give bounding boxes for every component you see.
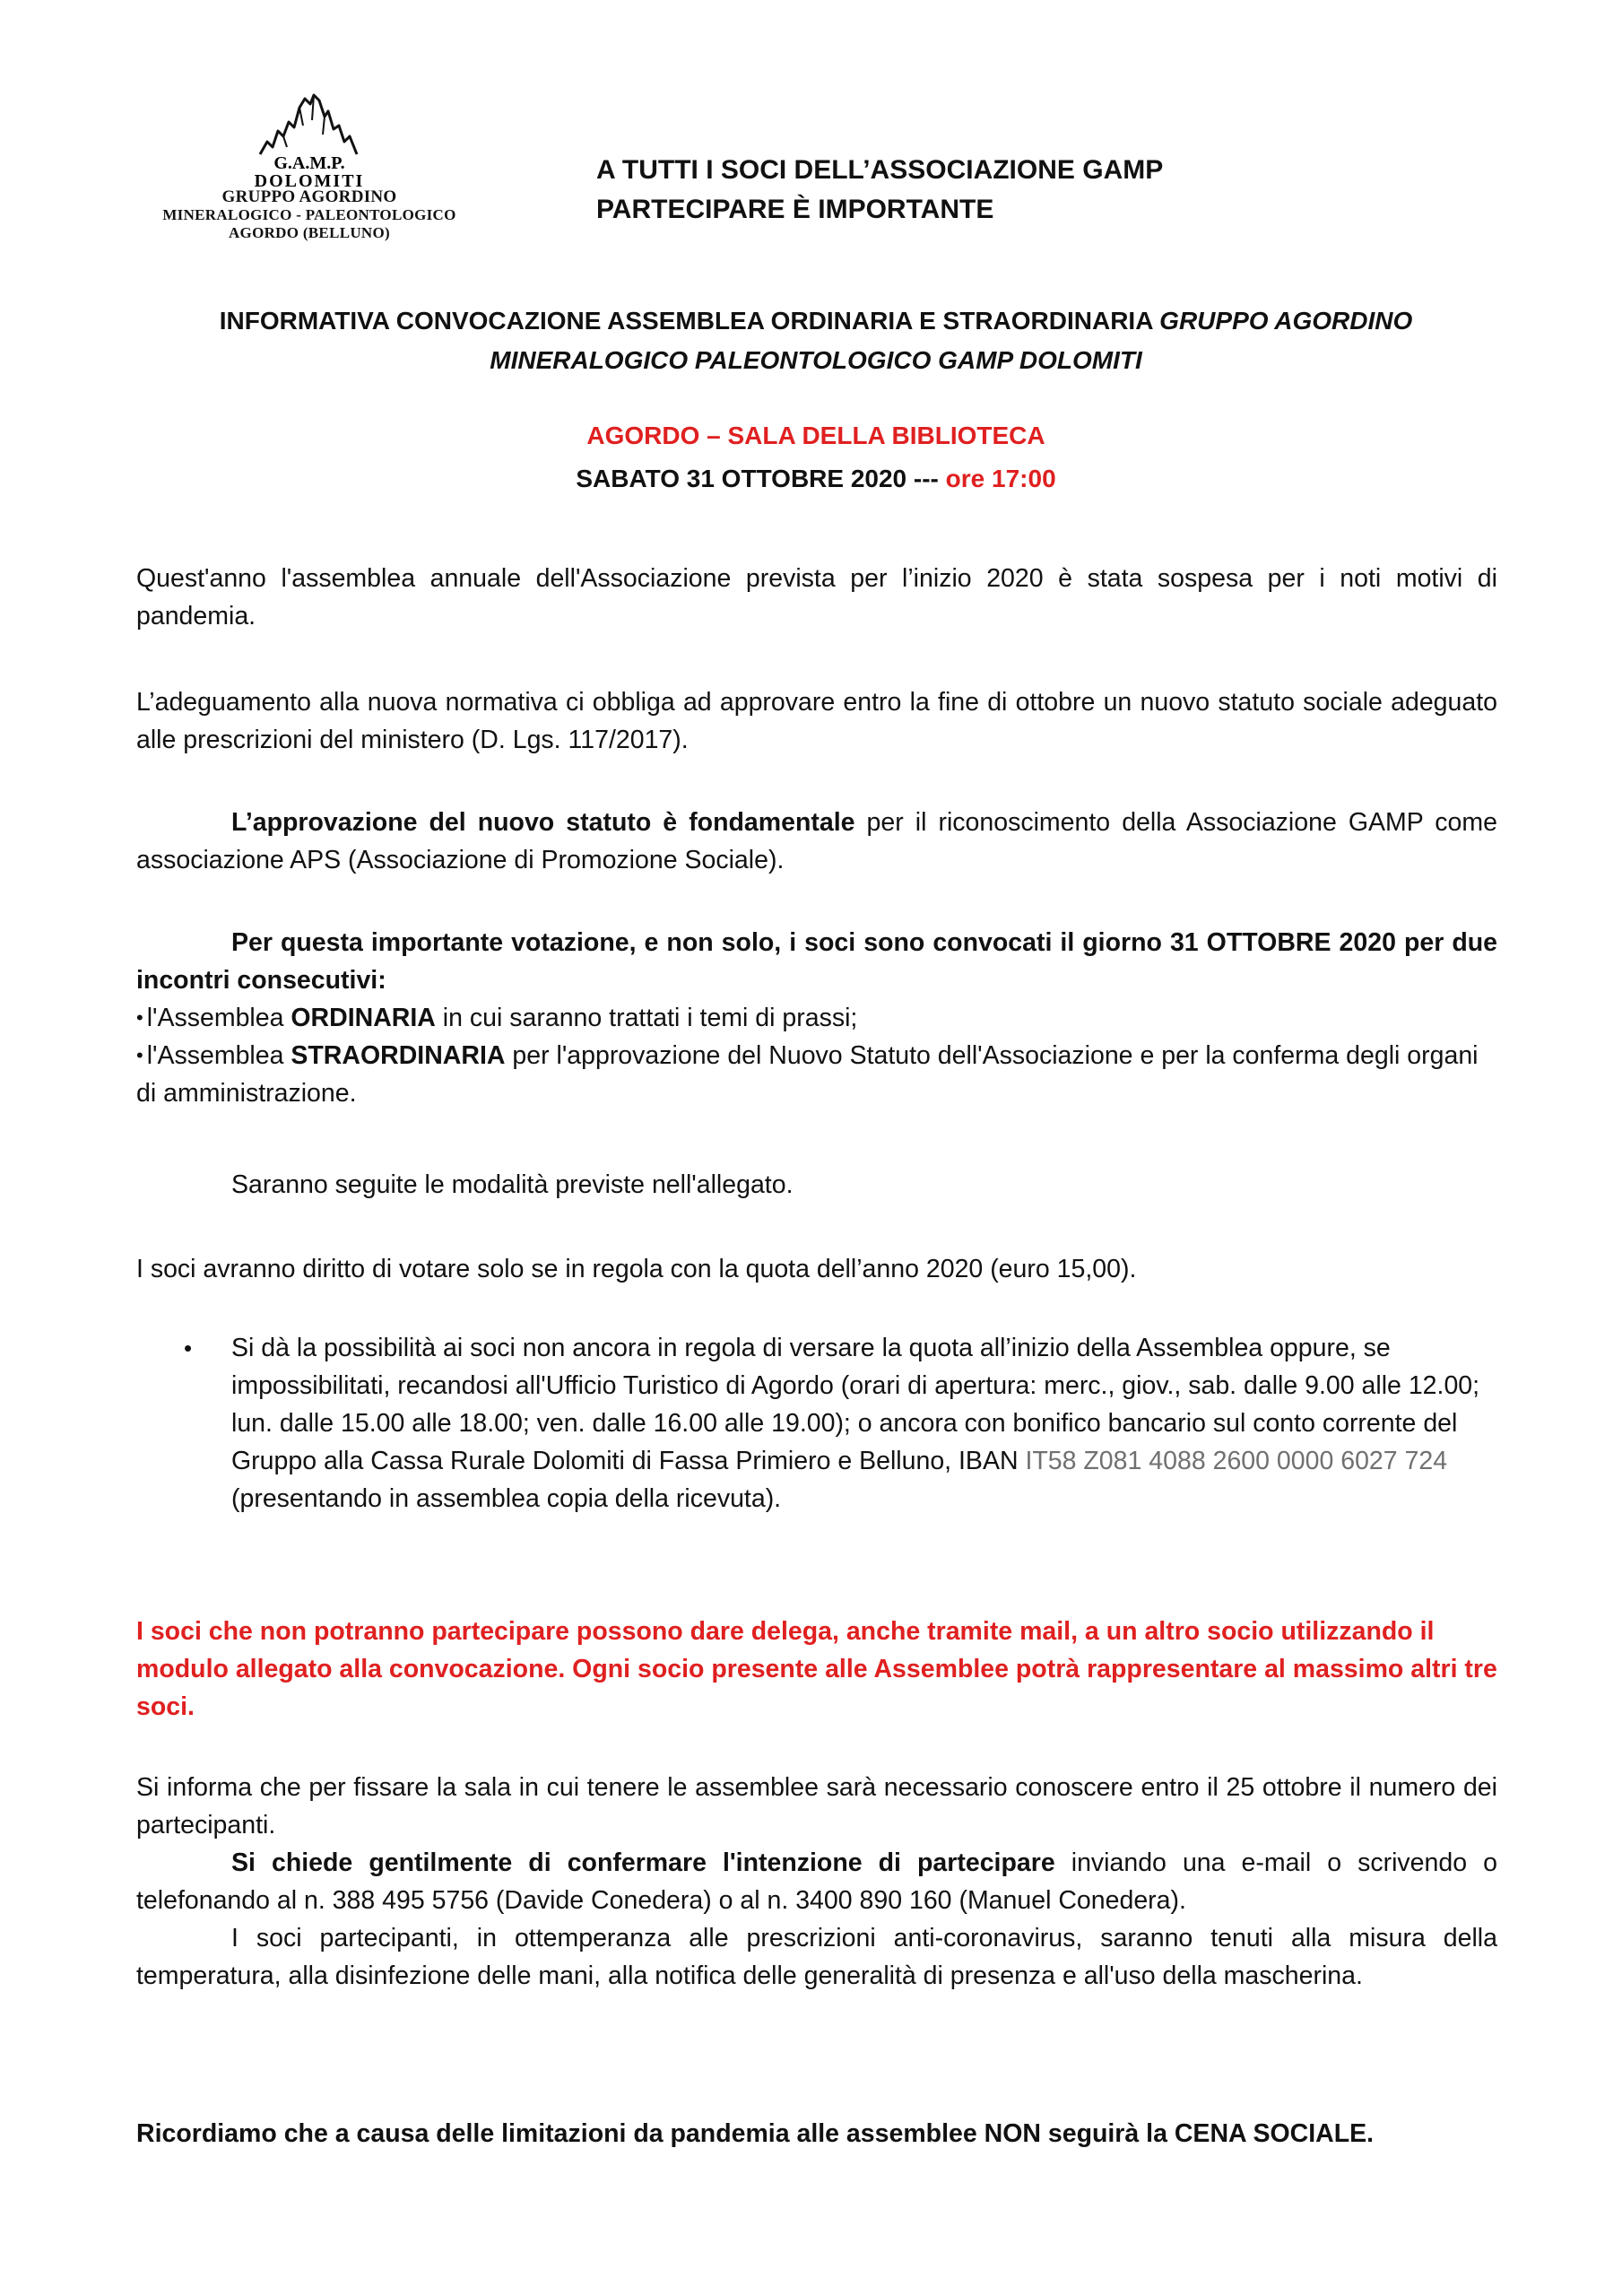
venue-date: SABATO 31 OTTOBRE 2020 --- — [576, 465, 946, 492]
paragraph-10 — [136, 2115, 1497, 2152]
headline — [596, 151, 1163, 230]
paragraph-3-bold: L’approvazione del nuovo statuto è fondamentale — [231, 808, 855, 837]
paragraph-6-text: I soci avranno diritto di votare solo se in regola con la quota dell’anno 2020 (euro 15,00). — [136, 1255, 1137, 1283]
mountain-logo-mark — [224, 90, 395, 188]
closing-notice: Ricordiamo che a causa delle limitazioni da pandemia alle assemblee NON seguirà la CENA SOCIALE. — [136, 2119, 1375, 2148]
paragraph-1-text: Quest'anno l'assemblea annuale dell'Associazione prevista per l’inizio 2020 è stata sospesa per i noti motivi di pandemia. — [136, 564, 1497, 631]
bullet-icon: • — [136, 1006, 143, 1029]
paragraph-8 — [136, 1613, 1497, 1726]
informativa-line-1-italic: GRUPPO AGORDINO — [1159, 307, 1413, 335]
iban-code: IT58 Z081 4088 2600 0000 6027 724 — [1025, 1447, 1448, 1475]
paragraph-7-post: (presentando in assemblea copia della ricevuta). — [231, 1484, 782, 1513]
informativa-line-2: MINERALOGICO PALEONTOLOGICO GAMP DOLOMITI — [490, 346, 1142, 374]
paragraph-7 — [136, 1329, 1497, 1518]
informativa-title — [134, 301, 1497, 380]
paragraph-9 — [136, 1769, 1497, 1995]
bullet-icon: • — [184, 1335, 193, 1361]
paragraph-9a-text: Si informa che per fissare la sala in cui tenere le assemblee sarà necessario conoscere entro il 25 ottobre il numero dei partecipanti. — [136, 1773, 1497, 1839]
assembly-item-ordinaria: • l'Assemblea ORDINARIA in cui saranno trattati i temi di prassi; — [136, 1004, 858, 1032]
paragraph-7-text: Si dà la possibilità ai soci non ancora in regola di versare la quota all’inizio della Assemblea oppure, se impossibilitati, recandosi all'Ufficio Turistico di Agordo (orari di apertura: merc., giov., sab. dalle 9.00 alle 12.00; lun. dalle 15.00 alle 18.00; ven. dalle 16.00 alle 19.00); o ancora con bonifico bancario sul conto corrente del Gruppo alla Cassa Rurale Dolomiti di Fassa Primiero e Belluno, IBAN — [231, 1334, 1480, 1475]
paragraph-2-text: L’adeguamento alla nuova normativa ci obbliga ad approvare entro la fine di ottobre un nuovo statuto sociale adeguato alle prescrizioni del ministero (D. Lgs. 117/2017). — [136, 688, 1497, 754]
logo-mark-line-2: DOLOMITI — [254, 171, 365, 188]
paragraph-6 — [136, 1250, 1497, 1288]
venue-block — [134, 414, 1497, 500]
headline-line-2: PARTECIPARE È IMPORTANTE — [596, 195, 994, 224]
paragraph-2 — [136, 683, 1497, 759]
assembly-item-straordinaria: • l'Assemblea STRAORDINARIA per l'approvazione del Nuovo Statuto dell'Associazione e per la conferma degli organi di amministrazione. — [136, 1041, 1479, 1108]
informativa-line-1: INFORMATIVA CONVOCAZIONE ASSEMBLEA ORDINARIA E STRAORDINARIA — [219, 307, 1160, 335]
venue-time: ore 17:00 — [945, 465, 1056, 492]
paragraph-3-rest: per il riconoscimento della Associazione GAMP come associazione APS (Associazione di Promozione Sociale). — [136, 808, 1497, 874]
paragraph-9b-bold: Si chiede gentilmente di confermare l'intenzione di partecipare — [231, 1848, 1055, 1877]
headline-line-1: A TUTTI I SOCI DELL’ASSOCIAZIONE GAMP — [596, 155, 1164, 185]
logo-line-3: AGORDO (BELLUNO) — [228, 224, 390, 241]
paragraph-4-bold: Per questa importante votazione, e non solo, i soci sono convocati il giorno 31 OTTOBRE 2020 per due incontri consecutivi: — [136, 928, 1497, 995]
paragraph-9b-rest: inviando una e-mail o scrivendo o telefonando al n. 388 495 5756 (Davide Conedera) o al n. 3400 890 160 (Manuel Conedera). — [136, 1848, 1497, 1915]
gamp-logo — [152, 90, 466, 242]
paragraph-5-text: Saranno seguite le modalità previste nell'allegato. — [231, 1170, 794, 1199]
bullet-icon: • — [136, 1044, 143, 1066]
paragraph-9c-text: I soci partecipanti, in ottemperanza alle prescrizioni anti-coronavirus, saranno tenuti alla misura della temperatura, alla disinfezione delle mani, alla notifica delle generalità di presenza e all'uso della mascherina. — [136, 1924, 1497, 1990]
paragraph-1 — [136, 560, 1497, 635]
logo-line-2: MINERALOGICO - PALEONTOLOGICO — [162, 206, 456, 223]
logo-line-1: GRUPPO AGORDINO — [221, 187, 397, 206]
logo-mark-line-1: G.A.M.P. — [273, 153, 345, 173]
paragraph-3 — [136, 804, 1497, 879]
venue-place: AGORDO – SALA DELLA BIBLIOTECA — [586, 422, 1045, 449]
paragraph-5 — [136, 1166, 1497, 1204]
paragraph-4 — [136, 924, 1497, 1112]
delegation-notice: I soci che non potranno partecipare possono dare delega, anche tramite mail, a un altro socio utilizzando il modulo allegato alla convocazione. Ogni socio presente alle Assemblee potrà rappresentare al massimo altri tre soci. — [136, 1617, 1497, 1721]
payment-bullet-item — [136, 1329, 1497, 1518]
